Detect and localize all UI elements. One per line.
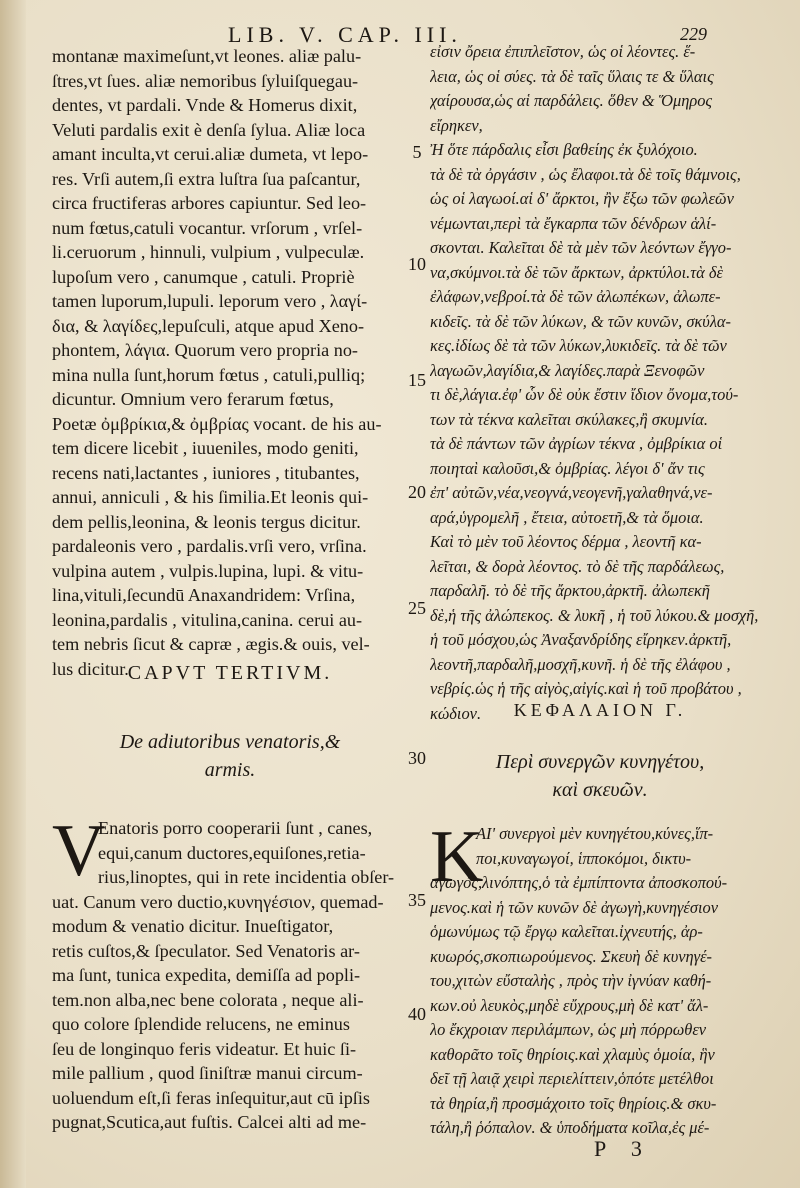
text-line: res. Vrſi autem,ſi extra luſtra ſua paſcantur, [52, 168, 361, 189]
chapter-subtitle-greek [450, 748, 750, 804]
text-line: tem nebris ſicut & capræ , ægis.& ouis, vel- [52, 634, 370, 654]
text-line: εἰσιν ὄρεια ἐπιπλεῖστον, ὡς οἱ λέοντες. ἕ- [430, 42, 696, 61]
line-number-15: 15 [408, 370, 426, 390]
text-line: ſeu de longinquo feris videatur. Et huic ſi- [52, 1038, 357, 1059]
text-line: Enatoris porro cooperarii ſunt , canes, [98, 818, 373, 838]
subtitle-line: armis. [204, 759, 256, 781]
text-line: τὰ δὲ τὰ ὀργάσιν , ὡς ἔλαφοι.τὰ δὲ τοῖς θάμνοις, [430, 164, 741, 184]
text-line: quo colore ſplendide relucens, ne eminus [52, 1014, 350, 1034]
text-line: δὲ,ἡ τῆς ἀλώπεκος. & λυκῆ , ἡ τοῦ λύκου.& μοσχῆ, [430, 605, 759, 625]
text-line: phontem, λάγια. Quorum vero propria no- [52, 340, 358, 360]
line-number-20: 20 [408, 482, 426, 502]
text-line: Veluti pardalis exit è denſa ſylua. Aliæ loca [52, 119, 366, 140]
line-number-30: 30 [408, 748, 426, 768]
text-line: τὰ θηρία,ἢ προσμάχοιτο τοῖς θηρίοις.& σκυ- [430, 1093, 717, 1113]
text-line: dicuntur. Omnium vero ferarum fœtus, [52, 389, 334, 409]
running-head: LIB. V. CAP. III. [228, 22, 462, 47]
text-line: Ἠ ὅτε πάρδαλις εἶσι βαθείης ἐκ ξυλόχοιο. [430, 140, 698, 159]
line-number-5: 5 [412, 142, 422, 162]
text-line: των τὰ τέκνα καλεῖται σκύλακες,ἢ σκυμνία. [430, 409, 708, 429]
line-number-10: 10 [408, 254, 426, 274]
signature-mark: P 3 [594, 1136, 652, 1161]
text-line: pardaleonis vero , pardalis.vrſi vero, vrſina. [52, 536, 367, 556]
text-line: amant inculta,vt cerui.aliæ dumeta, vt lepo- [52, 144, 369, 164]
text-line: λο ἔκχροιαν περιλάμπων, ὡς μὴ πόρρωθεν [430, 1020, 707, 1039]
text-line: τὰ δὲ πάντων τῶν ἀγρίων τέκνα , ὀμβρίκια οἱ [430, 434, 723, 453]
text-line: pugnat,Scutica,aut fuſtis. Calcei alti ad me- [52, 1112, 367, 1132]
text-line: dentes, vt pardali. Vnde & Homerus dixit, [52, 95, 358, 115]
text-line: τάλη,ἢ ῥόπαλον. & ὑποδήματα κοῖλα,ἐς μέ- [430, 1118, 710, 1137]
binding-gutter [0, 0, 26, 1188]
text-line: ἐλάφων,νεβροί.τὰ δὲ τῶν ἀλωπέκων, ἀλωπε- [430, 287, 721, 306]
text-line: μενος.καὶ ἡ τῶν κυνῶν δὲ ἀγωγὴ,κυνηγέσιον [430, 897, 718, 917]
chapter-title-latin: CAPVT TERTIVM. [127, 662, 333, 684]
text-line: του,χιτὼν εὔσταλὴς , πρὸς τὴν ἰγνύαν καθή- [430, 971, 712, 990]
line-number-25: 25 [408, 598, 426, 618]
subtitle-line: καὶ σκευῶν. [552, 779, 648, 801]
text-line: λεῖται, & δορὰ λέοντος. τὸ δὲ τῆς παρδάλεως, [430, 556, 725, 576]
line-number-40: 40 [408, 1004, 426, 1024]
drop-cap-greek: K [430, 816, 484, 898]
text-line: κιδεῖς. τὰ δὲ τῶν λύκων, & τῶν κυνῶν, σκύλα- [430, 311, 731, 331]
text-line: recens nati,lactantes , iuniores , titubantes, [52, 462, 360, 483]
subtitle-line: Περὶ συνεργῶν κυνηγέτου, [495, 751, 705, 773]
text-line: num fœtus,catuli vocantur. vrſorum , vrſel- [52, 217, 363, 238]
text-line: αρά,ὑγρομελῆ , ἔτεια, αὐτοετῆ,& τὰ ὅμοια. [430, 507, 704, 527]
text-line: τι δὲ,λάγια.ἐφ' ὧν δὲ οὐκ ἔστιν ἴδιον ὄνομα,τού- [430, 385, 739, 404]
text-line: ἡ τοῦ μόσχου,ὡς Ἀναξανδρίδης εἴρηκεν.ἀρκτῆ, [430, 630, 732, 649]
text-line: annui, anniculi , & his ſimilia.Et leonis qui- [52, 487, 369, 507]
text-line: αγωγός,λινόπτης,ὁ τὰ ἐμπίπτοντα ἀποσκοπού- [430, 873, 728, 892]
text-line: tamen luporum,lupuli. leporum vero , λαγί- [52, 291, 368, 311]
greek-column-body [430, 816, 765, 1141]
subtitle-line: De adiutoribus venatoris,& [119, 731, 341, 753]
text-line: uoluendum eſt,ſi feras inſequitur,aut cū ipſis [52, 1087, 370, 1108]
text-line: ποιηταὶ καλοῦσι,& ὀμβρίας. λέγοι δ' ἄν τις [430, 458, 705, 478]
text-line: li.ceruorum , hinnuli, vulpium , vulpeculæ. [52, 242, 365, 262]
text-line: lupoſum vero , canumque , catuli. Propriè [52, 266, 355, 287]
text-line: ΑΙ' συνεργοὶ μὲν κυνηγέτου,κύνες,ἵπ- [476, 824, 714, 843]
text-line: εἴρηκεν, [430, 115, 483, 135]
text-line: equi,canum ductores,equiſones,retia- [98, 842, 366, 863]
page-number: 229 [680, 24, 707, 44]
text-line: ποι,κυναγωγοί, ἱπποκόμοι, δικτυ- [476, 848, 692, 868]
text-line: tem dicere licebit , iuueniles, modo geniti, [52, 438, 359, 458]
text-line: modum & venatio dicitur. Inueſtigator, [52, 916, 334, 936]
text-line: lina,vituli,ſecundū Anaxandridem: Vrſina, [52, 585, 356, 605]
text-line: Καὶ τὸ μὲν τοῦ λέοντος δέρμα , λεοντῆ κα- [430, 532, 702, 551]
text-line: κες.ἰδίως δὲ τὰ τῶν λύκων,λυκιδεῖς. τὰ δὲ τῶν [430, 336, 727, 355]
text-line: montanæ maximeſunt,vt leones. aliæ palu- [52, 46, 362, 66]
text-line: lus dicitur. [52, 658, 129, 679]
text-line: vulpina autem , vulpis.lupina, lupi. & vitu- [52, 560, 364, 581]
drop-cap-latin: V [52, 810, 106, 892]
text-line: ſtres,vt ſues. aliæ nemoribus ſyluiſquegau- [52, 70, 359, 91]
line-number-35: 35 [408, 890, 426, 910]
text-line: δια, & λαγίδες,lepuſculi, atque apud Xeno- [52, 315, 365, 336]
text-line: λεοντῆ,παρδαλῆ,μοσχῆ,κυνῆ. ἡ δὲ τῆς ἐλάφου , [430, 654, 731, 674]
text-line: σκονται. Καλεῖται δὲ τὰ μὲν τῶν λεόντων ἔγγο- [430, 238, 732, 257]
text-line: κώδιον. [430, 703, 482, 723]
text-line: παρδαλῆ. τὸ δὲ τῆς ἄρκτου,ἀρκτῆ. ἀλωπεκῆ [430, 581, 710, 600]
text-line: ὁμωνύμως τῷ ἔργῳ καλεῖται.ἰχνευτής, ἀρ- [430, 922, 703, 941]
text-line: χαίρουσα,ὡς αἱ παρδάλεις. ὅθεν & Ὅμηρος [430, 91, 713, 110]
text-line: tem.non alba,nec bene colorata , neque ali- [52, 989, 364, 1010]
text-line: mile pallium , quod ſiniſtræ manui circum- [52, 1063, 363, 1083]
text-line: ὡς οἱ λαγωοί.αἱ δ' ἄρκτοι, ἢν ἔξω τῶν φωλεῶν [430, 189, 734, 208]
text-line: uat. Canum vero ductio,κυνηγέσιον, quemad- [52, 891, 384, 912]
text-line: κυωρός,σκοπιωρούμενος. Σκευὴ δὲ κυνηγέ- [430, 946, 713, 966]
text-line: να,σκύμνοι.τὰ δὲ τῶν ἄρκτων, ἀρκτύλοι.τὰ δὲ [430, 262, 723, 282]
text-line: δεῖ τῇ λαιᾷ χειρὶ περιελίττειν,ὁπότε μετέλθοι [430, 1069, 714, 1088]
text-line: νεβρίς.ὡς ἡ τῆς αἰγὸς,αἰγίς.καὶ ἡ τοῦ προβάτου , [430, 679, 742, 698]
latin-column-top [52, 44, 402, 681]
text-line: circa fructiferas arbores capiuntur. Sed leo- [52, 193, 367, 213]
text-line: καθορᾶτο τοῖς θηρίοις.καὶ χλαμὺς ὁμοία, ἣν [430, 1044, 715, 1064]
text-line: κων.οὐ λευκὸς,μηδὲ εὔχρους,μὴ δὲ κατ' ἄλ- [430, 995, 709, 1015]
greek-column-top [430, 40, 765, 726]
text-line: Poetæ ὀμβρίκια,& ὀμβρίας vocant. de his au- [52, 413, 382, 434]
text-line: ma ſunt, tunica expedita, demiſſa ad popli- [52, 965, 361, 985]
text-line: dem pellis,leonina, & leonis tergus dicitur. [52, 511, 361, 532]
text-line: νέμωνται,περὶ τὰ ἔγκαρπα τῶν δένδρων ἁλί- [430, 213, 717, 233]
text-line: λαγωῶν,λαγίδια,& λαγίδες.παρὰ Ξενοφῶν [430, 360, 705, 380]
latin-column-body [52, 810, 402, 1135]
text-line: λεια, ὡς οἱ σύες. τὰ δὲ ταῖς ὕλαις τε & ὕλαις [430, 66, 714, 86]
text-line: mina nulla ſunt,horum fœtus , catuli,pulliq; [52, 364, 366, 385]
text-line: rius,linoptes, qui in rete incidentia obſer- [98, 867, 395, 887]
text-line: ἐπ' αὐτῶν,νέα,νεογνά,νεογενῆ,γαλαθηνά,νε- [430, 483, 713, 502]
text-line: retis cuſtos,& ſpeculator. Sed Venatoris ar- [52, 940, 360, 961]
text-line: leonina,pardalis , vitulina,canina. cerui au- [52, 609, 363, 630]
chapter-title-greek: ΚΕΦΑΛΑΙΟΝ Γ. [513, 700, 687, 720]
chapter-subtitle-latin [70, 728, 390, 784]
